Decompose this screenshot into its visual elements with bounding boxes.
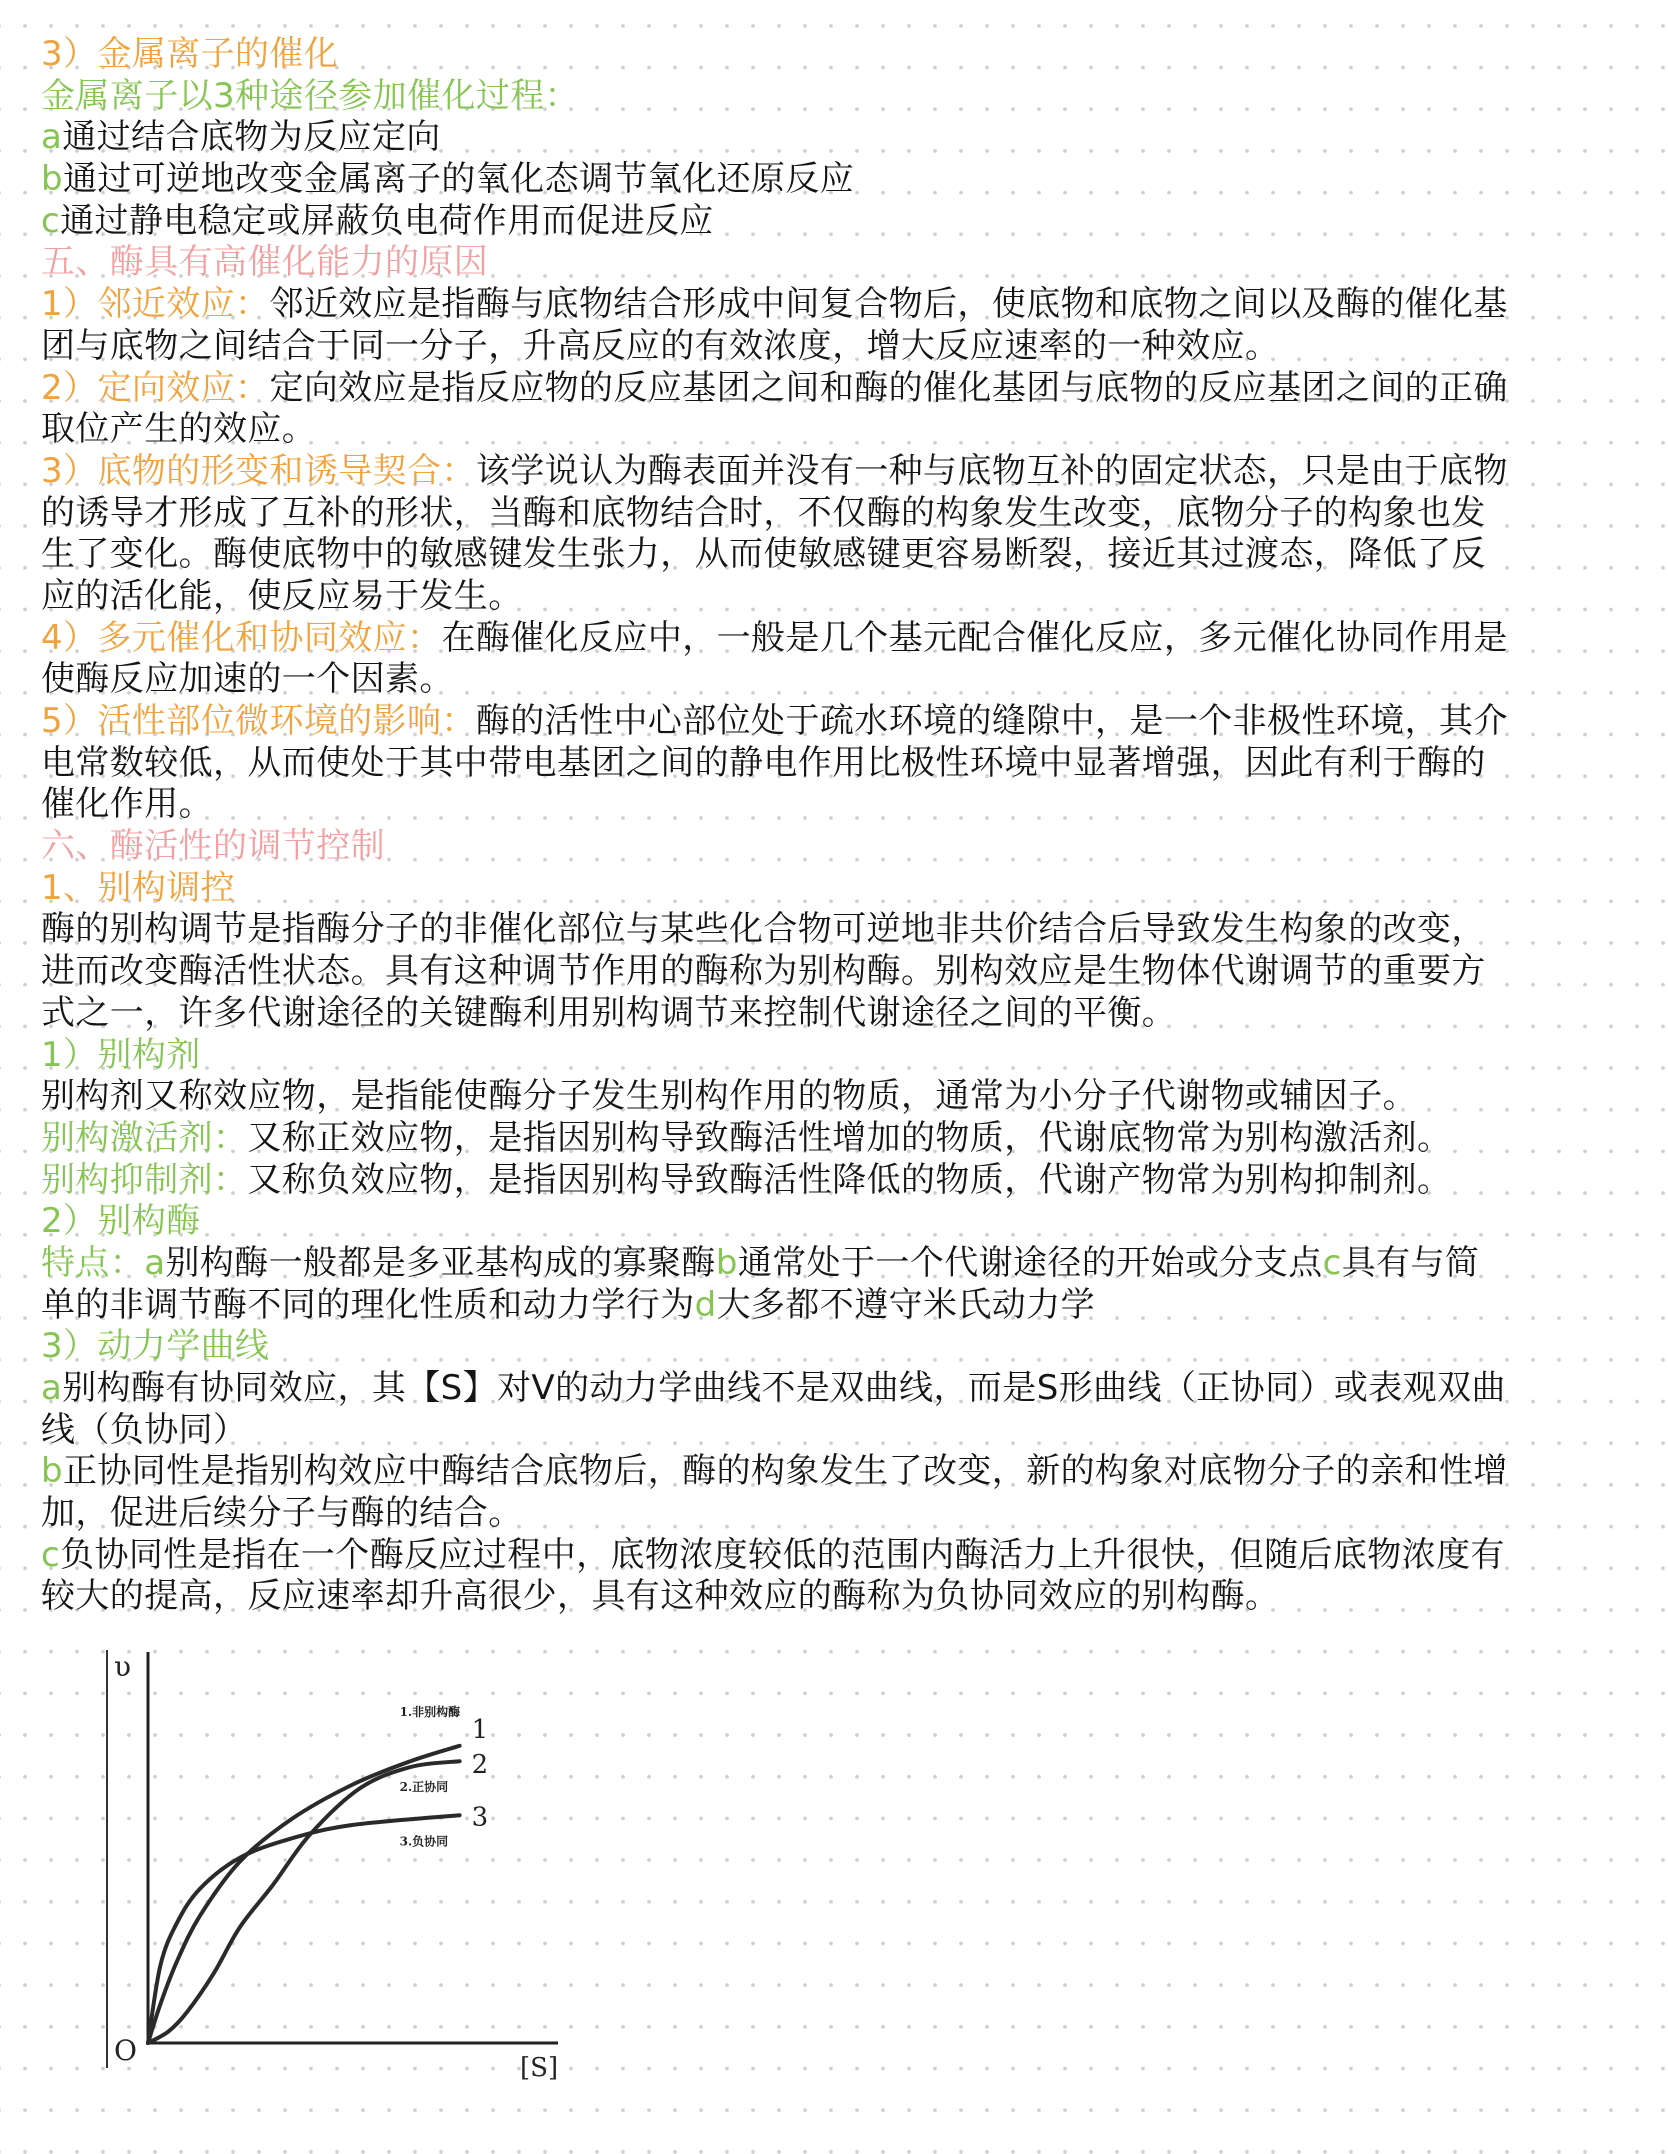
body-text: 线（负协同） xyxy=(41,1409,248,1450)
text-line xyxy=(41,34,1508,76)
highlight-text: 1）邻近效应： xyxy=(41,284,270,325)
series-number-3: 3 xyxy=(471,1802,489,1833)
section-heading: 六、酶活性的调节控制 xyxy=(41,826,385,867)
text-line xyxy=(41,1410,1508,1452)
highlight-text: 3）金属离子的催化 xyxy=(41,34,339,74)
body-text: 催化作用。 xyxy=(41,784,213,825)
body-text: 酶的别构调节是指酶分子的非催化部位与某些化合物可逆地非共价结合后导致发生构象的改变， xyxy=(41,909,1486,950)
body-text: 的诱导才形成了互补的形状，当酶和底物结合时，不仅酶的构象发生改变，底物分子的构象也发 xyxy=(41,492,1486,533)
text-line xyxy=(41,1285,1508,1327)
body-text: 在酶催化反应中，一般是几个基元配合催化反应，多元催化协同作用是 xyxy=(441,617,1508,658)
highlight-text: b xyxy=(715,1242,738,1283)
text-line xyxy=(41,701,1508,743)
text-line xyxy=(41,242,1508,284)
text-line xyxy=(41,1326,1508,1368)
highlight-text: 1）别构剂 xyxy=(41,1034,201,1075)
highlight-text: 1、别构调控 xyxy=(41,867,236,908)
body-text: 别构酶有协同效应，其【S】对V的动力学曲线不是双曲线，而是S形曲线（正协同）或表观双曲 xyxy=(62,1368,1506,1408)
series-label-1: 1.非别构酶 xyxy=(399,1704,461,1719)
text-line xyxy=(41,868,1508,910)
highlight-text: 3）动力学曲线 xyxy=(41,1326,270,1367)
text-line xyxy=(41,493,1508,535)
body-text: 正协同性是指别构效应中酶结合底物后，酶的构象发生了改变，新的构象对底物分子的亲和性增 xyxy=(62,1451,1508,1492)
body-text: 具有与简 xyxy=(1341,1242,1480,1283)
text-line xyxy=(41,1035,1508,1077)
y-axis-label: υ xyxy=(114,1650,132,1683)
kinetics-chart xyxy=(100,1640,580,2080)
body-text: 生了变化。酶使底物中的敏感键发生张力，从而使敏感键更容易断裂，接近其过渡态，降低了反 xyxy=(41,534,1486,575)
text-line xyxy=(41,659,1508,701)
notes-text xyxy=(41,34,1508,1618)
highlight-text: 特点：a xyxy=(41,1242,166,1283)
text-line xyxy=(41,1576,1508,1618)
body-text: 应的活化能，使反应易于发生。 xyxy=(41,575,523,616)
highlight-text: a xyxy=(41,1368,63,1408)
text-line xyxy=(41,826,1508,868)
series-line-2 xyxy=(148,1761,460,2043)
body-text: 通过可逆地改变金属离子的氧化态调节氧化还原反应 xyxy=(62,159,855,200)
body-text: 电常数较低，从而使处于其中带电基团之间的静电作用比极性环境中显著增强，因此有利于酶的 xyxy=(41,742,1486,783)
highlight-text: 别构抑制剂： xyxy=(41,1159,248,1200)
body-text: 取位产生的效应。 xyxy=(41,409,317,450)
body-text: 通过静电稳定或屏蔽负电荷作用而促进反应 xyxy=(60,200,714,241)
body-text: 定向效应是指反应物的反应基团之间和酶的催化基团与底物的反应基团之间的正确 xyxy=(269,367,1508,408)
body-text: 通常处于一个代谢途径的开始或分支点 xyxy=(737,1242,1323,1283)
series-number-2: 2 xyxy=(471,1750,489,1781)
section-heading: 五、酶具有高催化能力的原因 xyxy=(41,242,489,283)
text-line xyxy=(41,1160,1508,1202)
body-text: 加，促进后续分子与酶的结合。 xyxy=(41,1493,523,1534)
x-axis-label: [S] xyxy=(520,2053,559,2080)
body-text: 别构剂又称效应物，是指能使酶分子发生别构作用的物质，通常为小分子代谢物或辅因子。 xyxy=(41,1076,1417,1117)
text-line xyxy=(41,534,1508,576)
body-text: 通过结合底物为反应定向 xyxy=(62,117,441,158)
text-line xyxy=(41,409,1508,451)
body-text: 该学说认为酶表面并没有一种与底物互补的固定状态，只是由于底物 xyxy=(475,450,1508,491)
text-line xyxy=(41,784,1508,826)
series-label-3: 3.负协同 xyxy=(399,1834,449,1849)
highlight-text: 4）多元催化和协同效应： xyxy=(41,617,442,658)
body-text: 较大的提高，反应速率却升高很少，具有这种效应的酶称为负协同效应的别构酶。 xyxy=(41,1576,1280,1617)
body-text: 酶的活性中心部位处于疏水环境的缝隙中，是一个非极性环境，其介 xyxy=(475,701,1508,741)
text-line xyxy=(41,368,1508,410)
body-text: 负协同性是指在一个酶反应过程中，底物浓度较低的范围内酶活力上升很快，但随后底物浓度有 xyxy=(60,1534,1505,1575)
text-line xyxy=(41,159,1508,201)
text-line xyxy=(41,618,1508,660)
body-text: 单的非调节酶不同的理化性质和动力学行为 xyxy=(41,1284,695,1325)
text-line xyxy=(41,576,1508,618)
origin-label: O xyxy=(114,2034,137,2067)
text-line xyxy=(41,117,1508,159)
series-label-2: 2.正协同 xyxy=(399,1780,449,1795)
body-text: 进而改变酶活性状态。具有这种调节作用的酶称为别构酶。别构效应是生物体代谢调节的重要方 xyxy=(41,951,1486,992)
text-line xyxy=(41,201,1508,243)
text-line xyxy=(41,451,1508,493)
highlight-text: c xyxy=(1322,1242,1342,1283)
text-line xyxy=(41,1201,1508,1243)
highlight-text: a xyxy=(41,117,63,158)
body-text: 又称正效应物，是指因别构导致酶活性增加的物质，代谢底物常为别构激活剂。 xyxy=(247,1117,1452,1158)
text-line xyxy=(41,326,1508,368)
highlight-text: 3）底物的形变和诱导契合： xyxy=(41,450,476,491)
text-line xyxy=(41,1493,1508,1535)
highlight-text: b xyxy=(41,159,63,200)
highlight-text: 别构激活剂： xyxy=(41,1117,248,1158)
body-text: 别构酶一般都是多亚基构成的寡聚酶 xyxy=(165,1242,716,1283)
text-line xyxy=(41,951,1508,993)
body-text: 大多都不遵守米氏动力学 xyxy=(716,1284,1095,1325)
body-text: 团与底物之间结合于同一分子，升高反应的有效浓度，增大反应速率的一种效应。 xyxy=(41,325,1280,366)
text-line xyxy=(41,993,1508,1035)
body-text: 邻近效应是指酶与底物结合形成中间复合物后，使底物和底物之间以及酶的催化基 xyxy=(269,284,1508,325)
text-line xyxy=(41,1118,1508,1160)
highlight-text: d xyxy=(694,1284,717,1325)
highlight-text: c xyxy=(41,200,61,241)
highlight-text: c xyxy=(41,1534,61,1575)
text-line xyxy=(41,1243,1508,1285)
text-line xyxy=(41,743,1508,785)
highlight-text: 2）别构酶 xyxy=(41,1201,201,1242)
series-line-3 xyxy=(148,1815,460,2043)
series-number-1: 1 xyxy=(471,1714,489,1745)
text-line xyxy=(41,909,1508,951)
body-text: 使酶反应加速的一个因素。 xyxy=(41,659,454,700)
text-line xyxy=(41,284,1508,326)
highlight-text: b xyxy=(41,1451,63,1492)
text-line xyxy=(41,1076,1508,1118)
body-text: 又称负效应物，是指因别构导致酶活性降低的物质，代谢产物常为别构抑制剂。 xyxy=(247,1159,1452,1200)
text-line xyxy=(41,76,1508,118)
highlight-text: 5）活性部位微环境的影响： xyxy=(41,701,476,741)
text-line xyxy=(41,1368,1508,1410)
text-line xyxy=(41,1535,1508,1577)
highlight-text: 金属离子以3种途径参加催化过程： xyxy=(41,75,580,116)
body-text: 式之一，许多代谢途径的关键酶利用别构调节来控制代谢途径之间的平衡。 xyxy=(41,992,1177,1033)
highlight-text: 2）定向效应： xyxy=(41,367,270,408)
text-line xyxy=(41,1451,1508,1493)
